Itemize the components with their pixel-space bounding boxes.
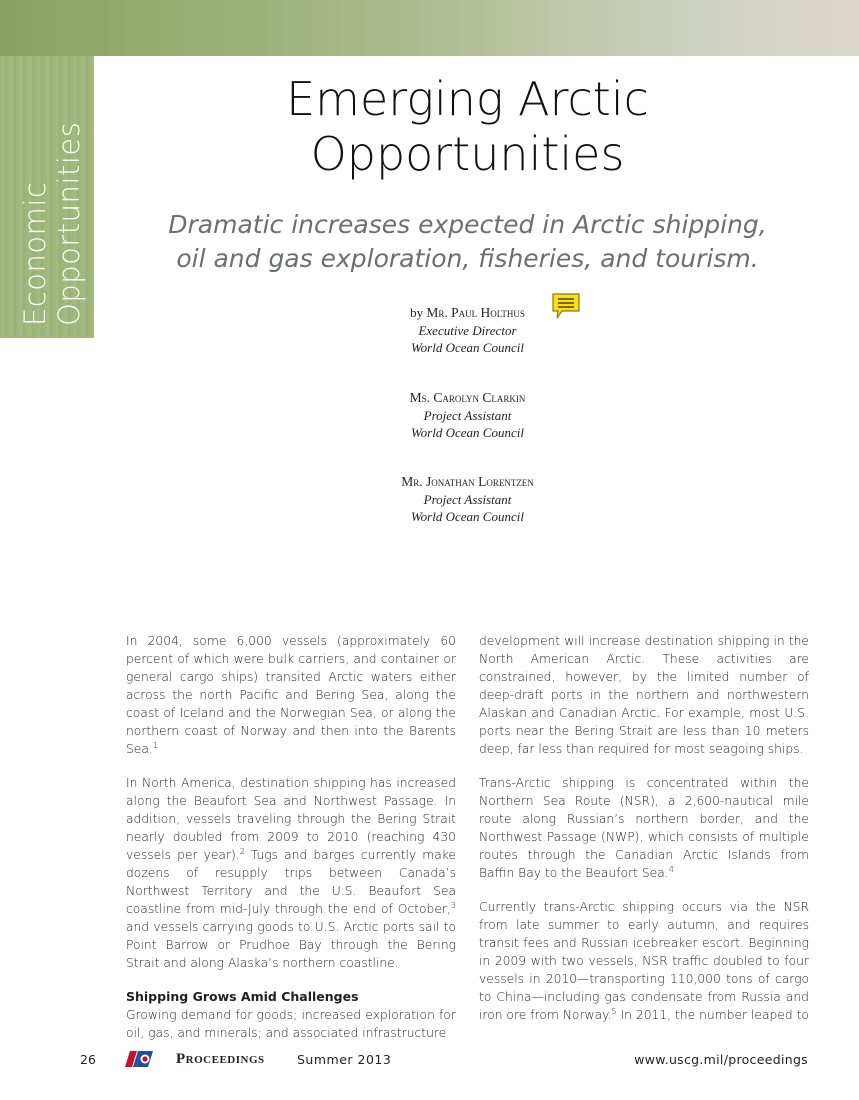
section-side-tab	[0, 56, 94, 338]
author-name: Ms. Carolyn Clarkin	[409, 390, 526, 405]
author-title: Executive Director	[418, 322, 517, 338]
body-column-left	[126, 632, 456, 1058]
section-heading: Shipping Grows Amid Challenges	[126, 989, 359, 1004]
section-label	[18, 122, 86, 326]
author-1	[300, 304, 635, 357]
paragraph: Currently trans-Arctic shipping occurs via the NSR from late summer to early autumn, and requires transit fees and Russian icebreaker escort. Beginning in 2009 with two vessels, NSR traffic doubled to four vessels in 2010—transporting 110,000 tons of cargo to China—including gas condensate from Russia and iron ore from Norway.$^5$ In 2011, the number leaped to	[479, 900, 809, 1022]
paragraph: development will increase destination shipping in the North American Arctic. These activities are constrained, however, by the limited number of deep-draft ports in the northern and northwestern Alaskan and Canadian Arctic. For example, most U.S. ports near the Bering Strait are less than 10 meters deep, far less than required for most seagoing ships.	[479, 634, 809, 756]
article-subtitle	[100, 208, 835, 276]
author-3	[300, 473, 635, 526]
footnote-ref[interactable]: 3	[450, 900, 456, 910]
paragraph: Growing demand for goods; increased exploration for oil, gas, and minerals; and associated infrastructure	[126, 1008, 456, 1040]
author-org: World Ocean Council	[411, 509, 524, 524]
author-title: Project Assistant	[423, 491, 512, 507]
footnote-ref[interactable]: 4	[668, 864, 674, 874]
footnote-ref[interactable]: 2	[239, 846, 245, 856]
article-title	[100, 72, 835, 182]
page-number: 26	[80, 1052, 96, 1067]
issue-date: Summer 2013	[297, 1052, 392, 1067]
paragraph: Trans-Arctic shipping is concentrated within the Northern Sea Route (NSR), a 2,600-nautical mile route along Russian’s northern border, and the Northwest Passage (NWP), which consists of multiple routes through the Canadian Arctic Islands from Baffin Bay to the Beaufort Sea.$^4$	[479, 776, 809, 880]
top-color-band	[0, 0, 859, 56]
section-label-line2: Opportunities	[52, 121, 86, 326]
comment-note-icon[interactable]	[551, 292, 581, 320]
author-title: Project Assistant	[423, 407, 512, 423]
page-footer	[0, 1050, 859, 1070]
author-org: World Ocean Council	[411, 425, 524, 440]
title-line1: Emerging Arctic	[286, 72, 649, 126]
author-2	[300, 389, 635, 442]
subtitle-line1: Dramatic increases expected in Arctic shipping,	[168, 210, 767, 239]
footnote-ref[interactable]: 1	[152, 740, 158, 750]
uscg-stripe-logo-icon	[124, 1050, 154, 1068]
paragraph: In North America, destination shipping has increased along the Beaufort Sea and Northwest Passage. In addition, vessels traveling through the Bering Strait nearly doubled from 2009 to 2010 (reaching 430 vessels per year).$^2$ Tugs and barges currently make dozens of resupply trips between Canada’s Northwest Territory and the U.S. Beaufort Sea coastline from mid-July through the end of October,$^3$ and vessels carrying goods to U.S. Arctic ports sail to Point Barrow or Prudhoe Bay through the Bering Strait and along Alaska’s northern coastline.	[126, 776, 456, 970]
author-name: Mr. Jonathan Lorentzen	[401, 474, 534, 489]
subtitle-line2: oil and gas exploration, fisheries, and tourism.	[176, 244, 759, 273]
body-column-right	[479, 632, 809, 1040]
title-line2: Opportunities	[310, 127, 625, 181]
paragraph: In 2004, some 6,000 vessels (approximately 60 percent of which were bulk carriers, and container or general cargo ships) transited Arctic waters either across the north Pacific and Bering Sea, along the coast of Iceland and the Norwegian Sea, or along the northern coast of Norway and then into the Barents Sea.$^1$	[126, 634, 456, 756]
author-name: Mr. Paul Holthus	[426, 305, 525, 320]
byline-prefix: by	[410, 305, 424, 320]
section-label-line1: Economic	[18, 181, 52, 326]
website-link[interactable]: www.uscg.mil/proceedings	[634, 1052, 808, 1067]
author-org: World Ocean Council	[411, 340, 524, 355]
publication-name: Proceedings	[176, 1051, 265, 1067]
footnote-ref[interactable]: 5	[611, 1006, 617, 1016]
